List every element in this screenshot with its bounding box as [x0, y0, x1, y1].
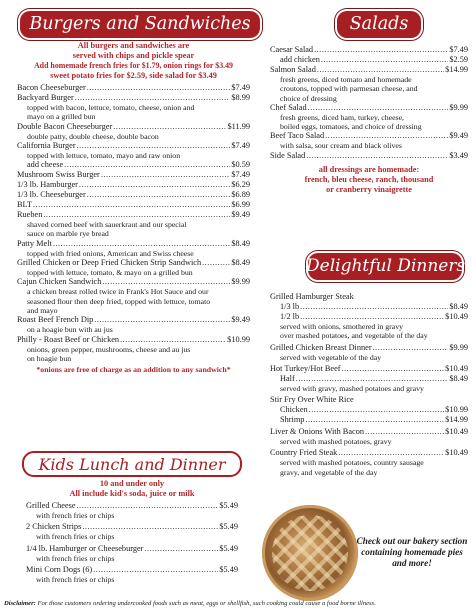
menu-item: Roast Beef French Dip ..... $9.49: [17, 315, 250, 325]
menu-item-desc: onions, green pepper, mushrooms, cheese and au jus: [27, 344, 191, 354]
menu-item-desc: on a hoagie bun with au jus: [27, 325, 113, 335]
disclaimer-label: Disclaimer:: [4, 600, 36, 607]
kids-menu-item: Grilled Cheese ..... $5.49: [26, 501, 238, 511]
kids-menu-item: 2 Chicken Strips ..... $5.49: [26, 522, 238, 532]
salad-item-desc: fresh greens, diced tomato and homemade: [280, 75, 412, 84]
dinners-section: [270, 292, 468, 477]
menu-item: BLT ..... $6.99: [17, 200, 250, 210]
kids-title: Kids Lunch and Dinner: [38, 455, 226, 474]
steak-size-list: [270, 302, 468, 322]
salads-item-list: [270, 45, 468, 161]
salads-banner: [335, 9, 423, 40]
salad-item-desc: croutons, topped with parmesan cheese, and: [280, 84, 418, 94]
salads-title: Salads: [349, 14, 409, 34]
menu-item-hot-turkey: Hot Turkey/Hot Beef ..... $10.49: [270, 364, 468, 374]
menu-item: Bacon Cheeseburger ..... $7.49: [17, 83, 250, 93]
kids-menu-item-desc: with french fries or chips: [36, 553, 115, 563]
menu-item-desc: shaved corned beef with sauerkraut and our special: [27, 220, 187, 230]
menu-item: Philly - Roast Beef or Chicken ..... $10.99: [17, 335, 250, 345]
stirfry-item: Chicken ..... $10.99: [280, 405, 468, 415]
burgers-banner: [18, 9, 262, 40]
kids-banner: [22, 451, 242, 477]
kids-item-list: [26, 501, 238, 586]
country-desc-1: served with mashed potatoes, country sausage: [280, 458, 424, 468]
menu-item-desc: a chicken breast rolled twice in Frank's Hot Sauce and our: [27, 287, 209, 297]
menu-item: Backyard Burger ..... $8.99: [17, 93, 250, 103]
pie-image: [262, 505, 358, 601]
menu-item-desc: sauce on marble rye bread: [27, 229, 109, 239]
kids-intro-2: All include kid's soda, juice or milk: [69, 489, 195, 498]
menu-item-desc: mayo on a grilled bun: [27, 112, 96, 122]
menu-item-desc: topped with fried onions, American and Swiss cheese: [27, 248, 194, 258]
menu-item-desc: double patty, double cheese, double bacon: [27, 131, 159, 141]
dinners-title: Delightful Dinners: [306, 256, 466, 276]
menu-item-desc: topped with lettuce, tomato, mayo and raw onion: [27, 150, 181, 160]
dinners-banner: [306, 251, 464, 282]
kids-intro-1: 10 and under only: [99, 479, 165, 488]
menu-item-desc: seasoned flour then deep fried, topped with lettuce, tomato: [27, 296, 211, 306]
menu-item: Patty Melt ..... $8.49: [17, 239, 250, 249]
kids-menu-item: Mini Corn Dogs (6) ..... $5.49: [26, 565, 238, 575]
kids-menu-item-desc: with french fries or chips: [36, 532, 115, 542]
disclaimer-text: For those customers ordering undercooked foods such as meat, eggs or shellfish, such cooking could cause a food borne illness.: [35, 600, 376, 607]
hot-turkey-desc: served with gravy, mashed potatoes and gravy: [280, 383, 424, 393]
salad-item: Chef Salad ..... $9.99: [270, 103, 468, 113]
menu-item: Rueben ..... $9.49: [17, 210, 250, 220]
salad-item-desc: fresh greens, diced ham, turkey, cheese,: [280, 112, 404, 122]
menu-item: Grilled Chicken or Deep Fried Chicken Strip Sandwich ..... $8.49: [17, 258, 250, 268]
salad-item: Salmon Salad ..... $14.99: [270, 65, 468, 75]
menu-item: Cajun Chicken Sandwich ..... $9.99: [17, 277, 250, 287]
disclaimer: [4, 600, 470, 607]
menu-item-desc: and mayo: [27, 305, 58, 315]
kids-menu-item-desc: with french fries or chips: [36, 574, 115, 584]
burgers-intro-1: All burgers and sandwiches are: [77, 41, 190, 50]
menu-item-desc: topped with bacon, lettuce, tomato, cheese, onion and: [27, 103, 195, 112]
salads-dressing-note-2: french, bleu cheese, ranch, thousand: [304, 174, 434, 184]
burgers-addon-1: Add homemade french fries for $1.79, onion rings for $3.49: [33, 61, 233, 70]
salad-item: Beef Taco Salad ..... $9.49: [270, 131, 468, 141]
burgers-title: Burgers and Sandwiches: [29, 14, 251, 34]
steak-size: 1/3 lb ..... $8.49: [280, 302, 468, 312]
steak-desc-2: over mashed potatoes, and vegetable of the day: [280, 331, 428, 341]
stirfry-item: Shrimp ..... $14.99: [280, 415, 468, 425]
country-desc-2: gravy, and vegetable of the day: [280, 467, 378, 477]
salad-addon: add chicken ..... $2.59: [270, 55, 468, 65]
salad-item: Caesar Salad ..... $7.49: [270, 45, 468, 55]
menu-item-desc: on hoagie bun: [27, 353, 72, 363]
salads-dressing-note-1: all dressings are homemade:: [318, 164, 420, 174]
liver-desc: served with mashed potatoes, gravy: [280, 437, 392, 447]
salad-item-desc: with salsa, sour cream and black olives: [280, 141, 402, 151]
salads-dressing-note-3: or cranberry vinaigrette: [326, 184, 412, 194]
steak-title: Grilled Hamburger Steak: [270, 292, 354, 301]
menu-item: Mushroom Swiss Burger ..... $7.49: [17, 170, 250, 180]
burgers-onion-note: *onions are free of charge as an addition to any sandwich*: [36, 365, 231, 375]
menu-item-chicken-dinner: Grilled Chicken Breast Dinner ..... $9.99: [270, 343, 468, 353]
menu-item: 1/3 lb. Cheeseburger ..... $6.89: [17, 190, 250, 200]
menu-item-hot-turkey-half: Half ..... $8.49: [270, 374, 468, 384]
salads-section: [270, 45, 468, 195]
menu-item-addon: add cheese ..... $0.59: [17, 160, 250, 170]
menu-item-liver-onions: Liver & Onions With Bacon ..... $10.49: [270, 427, 468, 437]
stirfry-item-list: [270, 405, 468, 425]
kids-section: [26, 479, 238, 586]
burgers-item-list: [17, 83, 250, 363]
menu-item-desc: topped with lettuce, tomato, & mayo on a grilled bun: [27, 268, 193, 278]
kids-menu-item: 1/4 lb. Hamburger or Cheeseburger ..... $5.49: [26, 544, 238, 554]
salad-item-desc: boiled eggs, tomatoes, and choice of dressing: [280, 122, 422, 132]
salad-item-desc: choice of dressing: [280, 93, 337, 103]
menu-item: California Burger ..... $7.49: [17, 141, 250, 151]
steak-size: 1/2 lb ..... $10.49: [280, 312, 468, 322]
menu-item: 1/3 lb. Hamburger ..... $6.29: [17, 180, 250, 190]
menu-item: Double Bacon Cheeseburger ..... $11.99: [17, 122, 250, 132]
burgers-section: [17, 41, 250, 375]
stirfry-title: Stir Fry Over White Rice: [270, 395, 354, 405]
steak-desc-1: served with onions, smothered in gravy: [280, 322, 403, 331]
burgers-intro-2: served with chips and pickle spear: [72, 51, 195, 60]
salad-item: Side Salad ..... $3.49: [270, 151, 468, 161]
bakery-callout: Check out our bakery section containing homemade pies and more!: [356, 536, 468, 568]
chicken-dinner-desc: served with vegetable of the day: [280, 352, 382, 362]
kids-menu-item-desc: with french fries or chips: [36, 511, 115, 520]
burgers-addon-2: sweet potato fries for $2.59, side salad for $3.49: [50, 71, 217, 80]
menu-item-country-fried-steak: Country Fried Steak ..... $10.49: [270, 448, 468, 458]
